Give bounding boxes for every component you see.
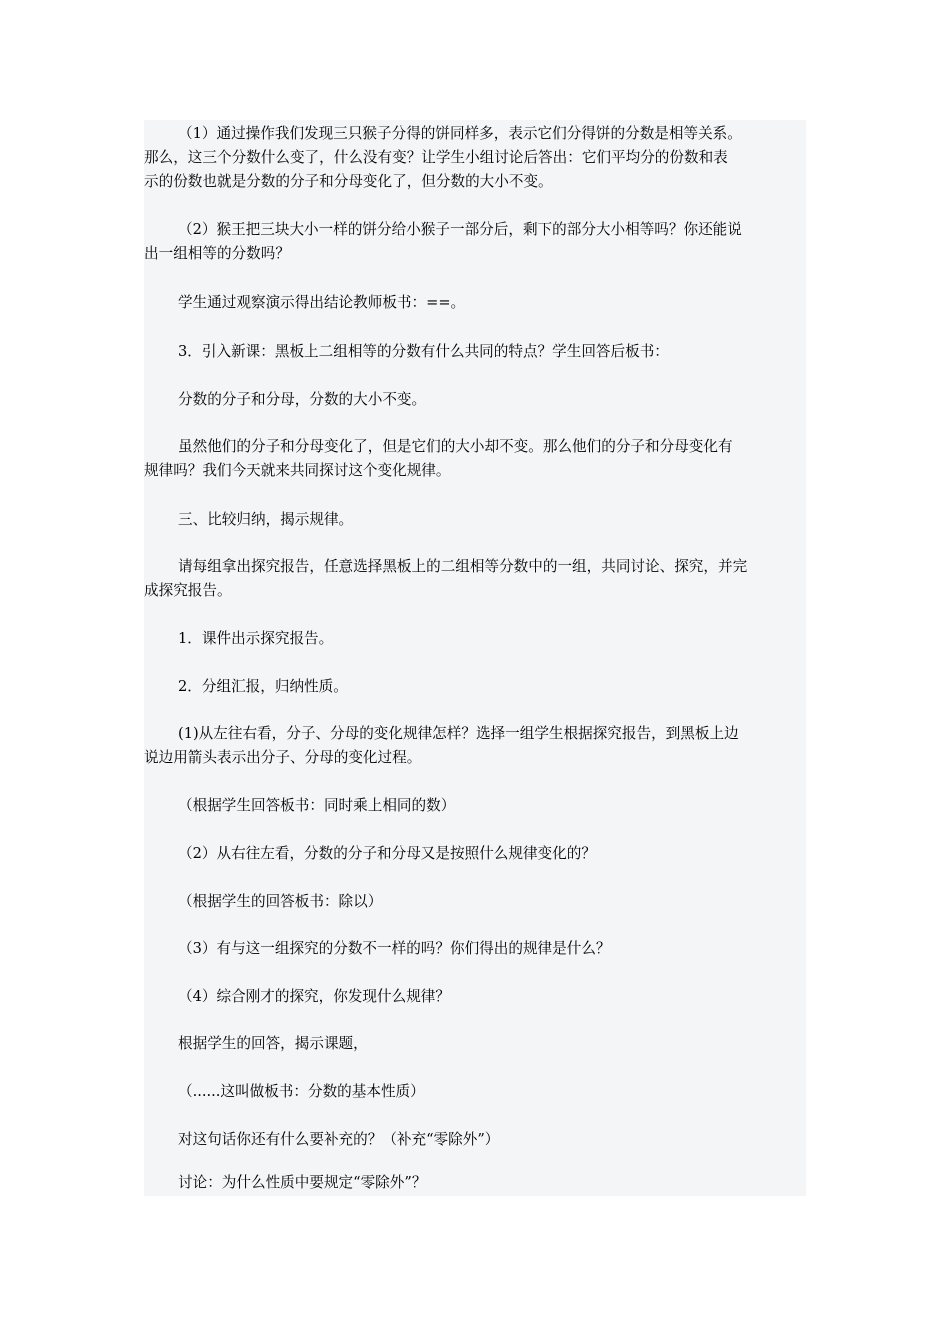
paragraph-9 (144, 627, 806, 651)
text-line: （根据学生回答板书：同时乘上相同的数） (178, 797, 456, 814)
text-line: 说边用箭头表示出分子、分母的变化过程。 (144, 749, 422, 766)
paragraph-18 (144, 1080, 806, 1104)
paragraph-1 (144, 122, 806, 194)
text-line: 虽然他们的分子和分母变化了，但是它们的大小却不变。那么他们的分子和分母变化有 (178, 438, 733, 455)
text-line: (1)从左往右看，分子、分母的变化规律怎样？选择一组学生根据探究报告，到黑板上边 (178, 725, 739, 742)
paragraph-5 (144, 388, 806, 412)
text-line: 学生通过观察演示得出结论教师板书：==。 (178, 294, 466, 311)
text-line: （根据学生的回答板书：除以） (178, 893, 383, 910)
text-line: 分数的分子和分母，分数的大小不变。 (178, 391, 427, 408)
paragraph-6 (144, 435, 806, 483)
paragraph-14 (144, 890, 806, 914)
paragraph-13 (144, 842, 806, 866)
text-line: （4）综合刚才的探究，你发现什么规律？ (178, 988, 450, 1005)
paragraph-12 (144, 794, 806, 818)
text-line: （1）通过操作我们发现三只猴子分得的饼同样多，表示它们分得饼的分数是相等关系。 (178, 125, 742, 142)
text-line: 三、比较归纳，揭示规律。 (178, 511, 354, 528)
paragraph-4 (144, 340, 806, 364)
paragraph-3 (144, 291, 806, 315)
text-line: 3．引入新课：黑板上二组相等的分数有什么共同的特点？学生回答后板书： (178, 343, 669, 360)
text-line: 成探究报告。 (144, 582, 232, 599)
paragraph-16 (144, 985, 806, 1009)
text-line: 对这句话你还有什么要补充的？（补充“零除外”） (178, 1131, 500, 1148)
paragraph-10 (144, 675, 806, 699)
paragraph-17 (144, 1032, 806, 1056)
text-line: 规律吗？我们今天就来共同探讨这个变化规律。 (144, 462, 451, 479)
text-line: 请每组拿出探究报告，任意选择黑板上的二组相等分数中的一组，共同讨论、探究，并完 (178, 558, 748, 575)
paragraph-19 (144, 1128, 806, 1152)
document-body (144, 120, 806, 1196)
text-line: （2）猴王把三块大小一样的饼分给小猴子一部分后，剩下的部分大小相等吗？你还能说 (178, 221, 742, 238)
text-line: 讨论：为什么性质中要规定“零除外”？ (178, 1174, 427, 1191)
paragraph-2 (144, 218, 806, 266)
text-line: 根据学生的回答，揭示课题， (178, 1035, 368, 1052)
text-line: （2）从右往左看，分数的分子和分母又是按照什么规律变化的？ (178, 845, 596, 862)
text-line: （3）有与这一组探究的分数不一样的吗？你们得出的规律是什么？ (178, 940, 611, 957)
text-line: 示的份数也就是分数的分子和分母变化了，但分数的大小不变。 (144, 173, 553, 190)
paragraph-15 (144, 937, 806, 961)
text-line: 出一组相等的分数吗？ (144, 245, 290, 262)
paragraph-20 (144, 1171, 806, 1195)
text-line: 那么，这三个分数什么变了，什么没有变？让学生小组讨论后答出：它们平均分的份数和表 (144, 149, 728, 166)
text-line: 1．课件出示探究报告。 (178, 630, 334, 647)
text-line: 2．分组汇报，归纳性质。 (178, 678, 348, 695)
paragraph-8 (144, 555, 806, 603)
paragraph-7 (144, 508, 806, 532)
paragraph-11 (144, 722, 806, 770)
text-line: （......这叫做板书：分数的基本性质） (178, 1083, 425, 1100)
